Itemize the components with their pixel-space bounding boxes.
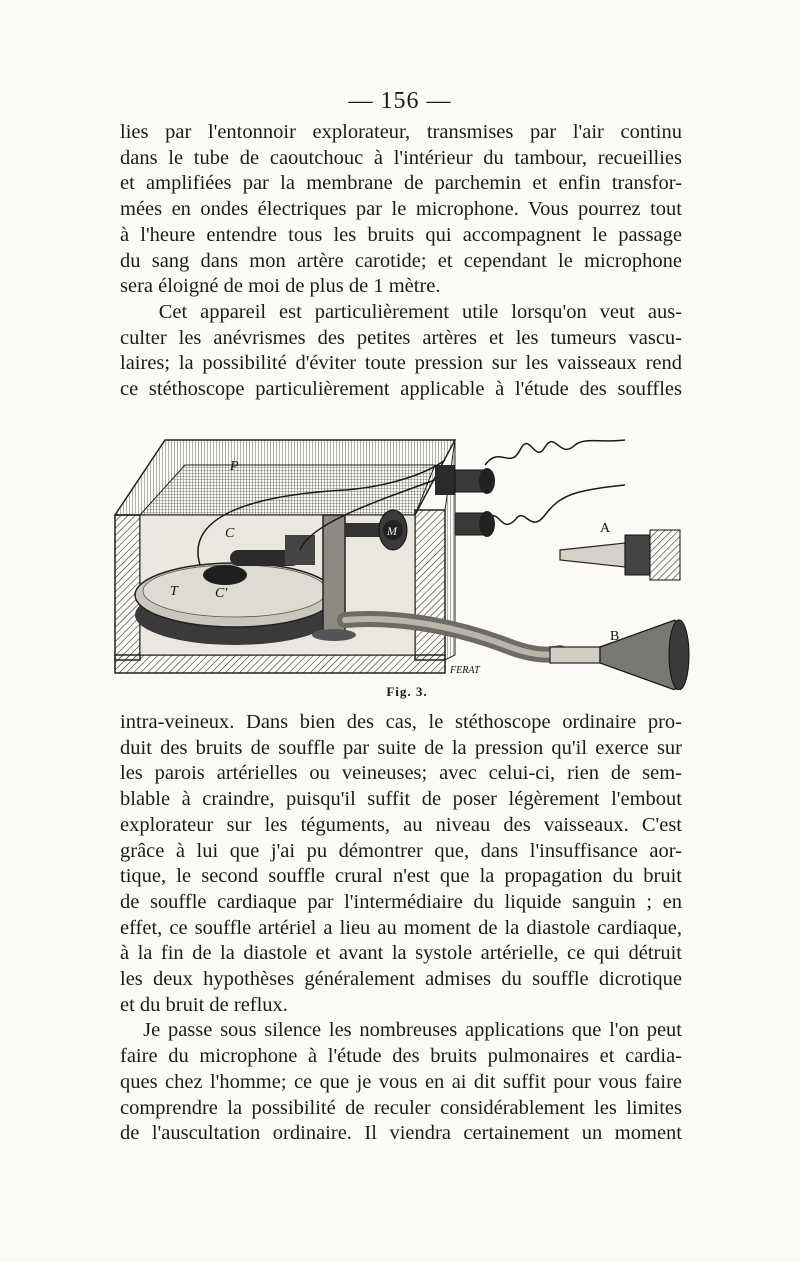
- microphone-stethoscope-illustration: [105, 425, 695, 690]
- text-line: blable à craindre, puisqu'il suffit de poser légèrement l'embout: [120, 788, 682, 811]
- text-line: culter les anévrismes des petites artères et les tumeurs vascu-: [120, 326, 682, 349]
- text-block-bottom: [120, 710, 682, 1147]
- text-line: laires; la possibilité d'éviter toute pression sur les vaisseaux rend: [120, 352, 682, 375]
- text-line: intra-veineux. Dans bien des cas, le stéthoscope ordinaire pro-: [120, 711, 682, 733]
- engraver-signature: FERAT: [450, 665, 480, 676]
- label-p: P: [230, 459, 239, 474]
- text-line: à l'heure entendre tous les bruits qui accompagnent le passage: [120, 223, 682, 246]
- text-line: ce stéthoscope particulièrement applicable à l'étude des souffles: [120, 378, 682, 401]
- text-line: et du bruit de reflux.: [120, 993, 288, 1016]
- figure-caption-text: Fig. 3.: [386, 684, 428, 699]
- text-line: faire du microphone à l'étude des bruits pulmonaires et cardia-: [120, 1045, 682, 1068]
- text-line: sera éloigné de moi de plus de 1 mètre.: [120, 275, 441, 298]
- text-line: comprendre la possibilité de reculer considérablement les limites: [120, 1096, 682, 1119]
- terminals: [455, 468, 495, 537]
- text-line: Je passe sous silence les nombreuses applications que l'on peut: [120, 1019, 682, 1042]
- label-t: T: [170, 584, 178, 599]
- text-line: les deux hypothèses généralement admises du souffle dicrotique: [120, 968, 682, 991]
- text-line: de l'auscultation ordinaire. Il viendra certainement un moment: [120, 1122, 682, 1145]
- text-line: dans le tube de caoutchouc à l'intérieur du tambour, recueillies: [120, 146, 682, 169]
- part-a-nozzle: [560, 530, 680, 580]
- label-m: M: [387, 524, 397, 538]
- label-c: C: [225, 526, 235, 541]
- label-c-prime: C': [215, 586, 228, 601]
- text-line: et amplifiées par la membrane de parchemin et enfin transfor-: [120, 172, 682, 195]
- label-b: B: [610, 629, 620, 644]
- text-line: du sang dans mon artère carotide; et cependant le microphone: [120, 249, 682, 272]
- text-line: mées en ondes électriques par le microphone. Vous pourrez tout: [120, 198, 682, 221]
- text-line: duit des bruits de souffle par suite de la pression qu'il exerce sur: [120, 736, 682, 759]
- text-line: les parois artérielles ou veineuses; avec celui-ci, rien de sem-: [120, 762, 682, 785]
- text-line: Cet appareil est particulièrement utile lorsqu'on veut aus-: [120, 300, 682, 323]
- text-line: tique, le second souffle crural n'est que la propagation du bruit: [120, 865, 682, 888]
- text-line: effet, ce souffle artériel a lieu au moment de la diastole cardiaque,: [120, 916, 682, 939]
- page-number: — 156 —: [348, 88, 452, 114]
- text-line: ques chez l'homme; ce que je vous en ai dit suffit pour vous faire: [120, 1070, 682, 1093]
- label-a: A: [600, 521, 611, 536]
- text-line: lies par l'entonnoir explorateur, transmises par l'air continu: [120, 121, 682, 143]
- figure-caption: [0, 684, 800, 700]
- text-block-top: [120, 120, 682, 403]
- drum: [135, 563, 335, 645]
- text-line: explorateur sur les téguments, au niveau des vaisseaux. C'est: [120, 813, 682, 836]
- part-b-funnel: [550, 620, 689, 690]
- text-line: grâce à lui que j'ai pu démontrer que, dans l'insuffisance aor-: [120, 839, 682, 862]
- text-line: à la fin de la diastole et avant la systole artérielle, ce qui détruit: [120, 942, 682, 965]
- text-line: de souffle cardiaque par l'intermédiaire du liquide sanguin ; en: [120, 890, 682, 913]
